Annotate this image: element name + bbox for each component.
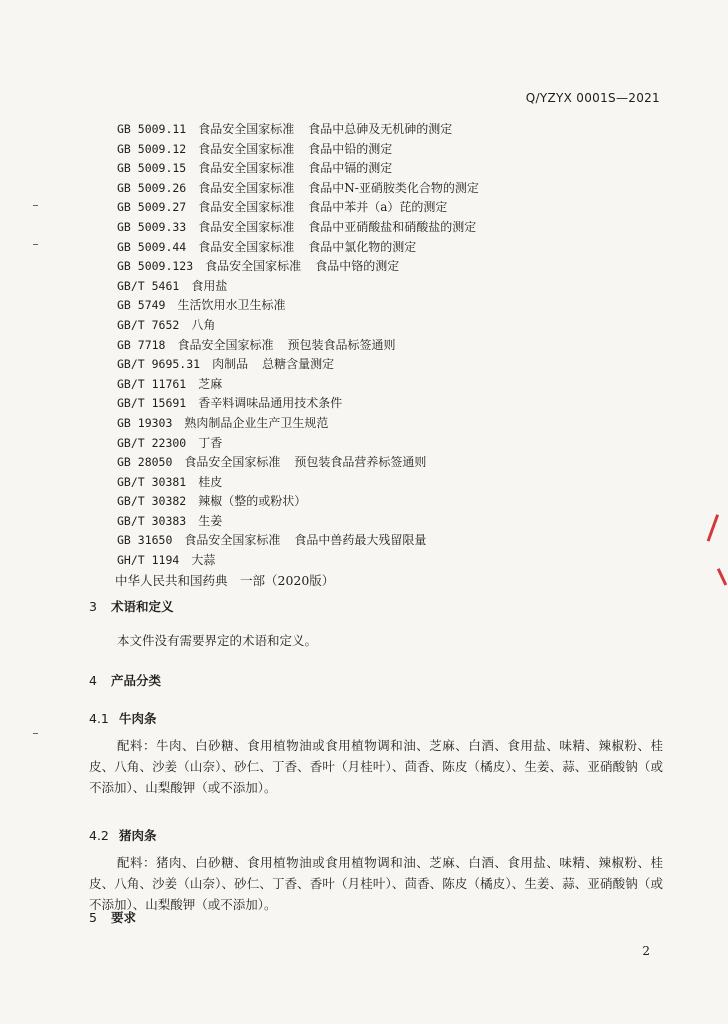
reference-code: GB/T 30382 (117, 494, 187, 509)
reference-title: 生姜 (198, 513, 223, 528)
reference-item (117, 159, 677, 179)
reference-item (117, 336, 677, 356)
reference-subtitle: 食品中镉的测定 (308, 161, 393, 176)
reference-subtitle: 食品中兽药最大残留限量 (294, 533, 427, 548)
section-4-1-text: 配料：牛肉、白砂糖、食用植物油或食用植物调和油、芝麻、白酒、食用盐、味精、辣椒粉、桂皮、八角、沙姜（山奈）、砂仁、丁香、香叶（月桂叶）、茴香、陈皮（橘皮）、生姜、蒜、亚硝酸钠（或不添加）、山梨酸钾（或不添加）。 (89, 738, 663, 795)
red-seal-edge (710, 500, 728, 650)
section-4-heading: 4 产品分类 (89, 673, 162, 688)
reference-code: GB 5009.123 (117, 259, 194, 274)
reference-code: GB 5009.12 (117, 141, 187, 156)
reference-title: 大蒜 (191, 553, 216, 568)
reference-item (117, 394, 677, 414)
reference-title: 食品安全国家标准 (198, 219, 295, 234)
reference-title: 食品安全国家标准 (177, 337, 274, 352)
reference-code: GB 5009.44 (117, 239, 187, 254)
reference-code: GB 7718 (117, 337, 166, 352)
margin-mark (33, 733, 38, 734)
page-number: 2 (642, 944, 650, 958)
reference-code: GB 5749 (117, 298, 166, 313)
reference-item (117, 257, 677, 277)
margin-mark (33, 244, 38, 245)
reference-item (117, 355, 677, 375)
reference-code: GB 31650 (117, 533, 173, 548)
reference-item (117, 434, 677, 454)
reference-title: 食品安全国家标准 (198, 122, 295, 136)
reference-subtitle: 总糖含量测定 (262, 357, 335, 372)
reference-item (117, 473, 677, 493)
reference-subtitle: 食品中苯并（a）芘的测定 (308, 200, 448, 215)
reference-title: 食品安全国家标准 (198, 141, 295, 156)
reference-subtitle: 预包装食品营养标签通则 (294, 455, 427, 470)
seal-fragment (707, 514, 728, 545)
reference-subtitle: 预包装食品标签通则 (287, 337, 396, 352)
seal-fragment (708, 568, 727, 590)
reference-item (117, 277, 677, 297)
reference-code: GB/T 22300 (117, 435, 187, 450)
reference-title: 食品安全国家标准 (198, 161, 295, 176)
reference-item (117, 238, 677, 258)
section-4-1-heading: 4.1 牛肉条 (89, 711, 157, 726)
reference-code: GB 28050 (117, 455, 173, 470)
reference-item (117, 375, 677, 395)
reference-title: 丁香 (198, 435, 223, 450)
reference-item (117, 512, 677, 532)
reference-title: 食品安全国家标准 (198, 180, 295, 195)
reference-code: GH/T 1194 (117, 553, 180, 568)
reference-code: GB/T 30383 (117, 513, 187, 528)
reference-title: 桂皮 (198, 474, 223, 489)
reference-title: 食品安全国家标准 (198, 200, 295, 215)
reference-title: 食品安全国家标准 (184, 455, 281, 470)
reference-item (117, 551, 677, 571)
reference-title: 食品安全国家标准 (205, 259, 302, 274)
reference-code: GB/T 7652 (117, 317, 180, 332)
reference-code: GB 5009.26 (117, 180, 187, 195)
reference-code: GB/T 9695.31 (117, 357, 201, 372)
reference-code: GB/T 11761 (117, 376, 187, 391)
section-4-2-heading: 4.2 猪肉条 (89, 828, 157, 843)
reference-item (117, 316, 677, 336)
reference-item (117, 414, 677, 434)
reference-title: 食品安全国家标准 (184, 533, 281, 548)
reference-code: GB 5009.15 (117, 161, 187, 176)
reference-title: 肉制品 (212, 357, 249, 372)
reference-subtitle: 食品中N-亚硝胺类化合物的测定 (308, 180, 479, 195)
reference-code: GB/T 30381 (117, 474, 187, 489)
reference-subtitle: 食品中亚硝酸盐和硝酸盐的测定 (308, 219, 477, 234)
section-4-2-text: 配料：猪肉、白砂糖、食用植物油或食用植物调和油、芝麻、白酒、食用盐、味精、辣椒粉、桂皮、八角、沙姜（山奈）、砂仁、丁香、香叶（月桂叶）、茴香、陈皮（橘皮）、生姜、蒜、亚硝酸钠（或不添加）、山梨酸钾（或不添加）。 (89, 855, 663, 912)
reference-code: GB 5009.33 (117, 219, 187, 234)
reference-title: 生活饮用水卫生标准 (177, 298, 286, 313)
normative-references-list (117, 120, 677, 590)
reference-pharmacopoeia: 中华人民共和国药典 一部（2020版） (115, 572, 335, 588)
reference-code: GB/T 5461 (117, 278, 180, 293)
reference-title: 八角 (191, 317, 216, 332)
reference-item (117, 296, 677, 316)
reference-title: 食品安全国家标准 (198, 239, 295, 254)
reference-item (117, 218, 677, 238)
reference-item (117, 531, 677, 551)
reference-item (117, 140, 677, 160)
reference-title: 芝麻 (198, 376, 223, 391)
reference-title: 辣椒（整的或粉状） (198, 494, 307, 509)
reference-subtitle: 食品中氯化物的测定 (308, 239, 417, 254)
reference-item (117, 179, 677, 199)
reference-title: 食用盐 (191, 278, 228, 293)
document-id: Q/YZYX 0001S—2021 (525, 91, 660, 105)
section-3-text: 本文件没有需要界定的术语和定义。 (117, 633, 318, 648)
reference-title: 香辛料调味品通用技术条件 (198, 396, 343, 411)
reference-item (117, 198, 677, 218)
section-5-heading: 5 要求 (89, 910, 137, 925)
reference-code: GB 19303 (117, 415, 173, 430)
section-3-heading: 3 术语和定义 (89, 599, 174, 614)
reference-item (117, 492, 677, 512)
reference-item (117, 453, 677, 473)
reference-code: GB 5009.27 (117, 200, 187, 215)
reference-subtitle: 食品中铅的测定 (308, 141, 393, 156)
reference-code: GB/T 15691 (117, 396, 187, 411)
reference-title: 熟肉制品企业生产卫生规范 (184, 415, 329, 430)
margin-mark (33, 205, 38, 206)
reference-item (117, 120, 677, 140)
reference-code: GB 5009.11 (117, 122, 187, 136)
reference-subtitle: 食品中铬的测定 (315, 259, 400, 274)
reference-subtitle: 食品中总砷及无机砷的测定 (308, 122, 453, 136)
